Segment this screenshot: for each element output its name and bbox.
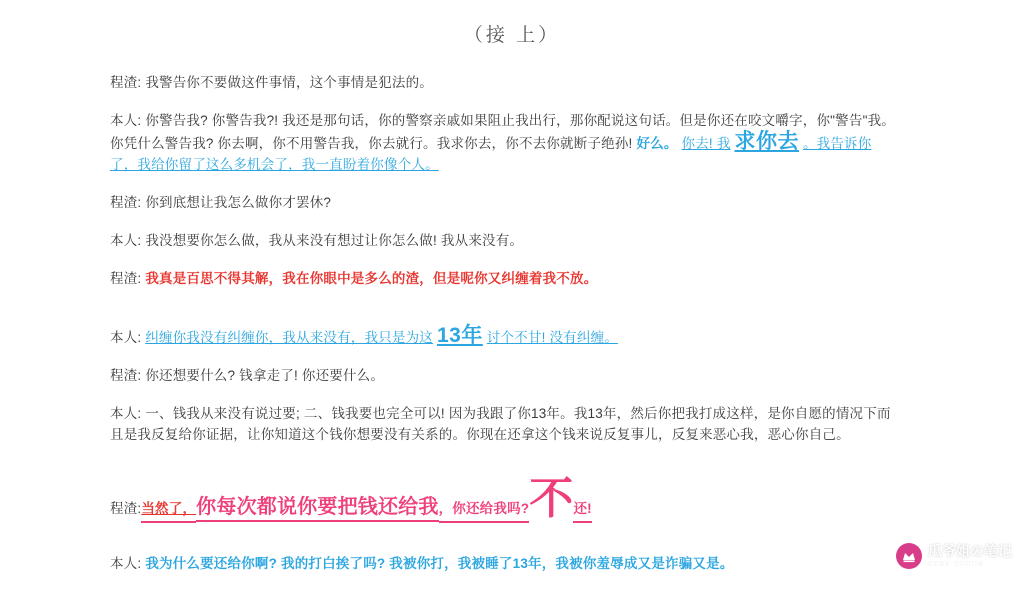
dialogue-line xyxy=(110,110,895,175)
watermark-text xyxy=(928,544,1012,568)
line-text: 你到底想让我怎么做你才罢休? xyxy=(145,195,332,210)
line-text: 你警告我? 你警告我?! 我还是那句话，你的警察亲戚如果阻止我出行，那你配说这句话。但是你还在咬文嚼字，你"警告"我。你凭什么警告我? 你去啊，你不用警告我，你去就行。我求你去，你不去你就断子绝孙! xyxy=(110,113,895,151)
dialogue-line xyxy=(110,192,895,213)
emphasis-blue-large: 13年 xyxy=(436,324,483,347)
emphasis-blue-underline: 讨个不甘! 没有纠缠。 xyxy=(486,330,618,345)
dialogue-line xyxy=(110,365,895,386)
emphasis-blue-underline: 。我告诉你了，我给你留了这么多机会了，我一直盼着你像个人。 xyxy=(110,136,872,172)
dialogue-line xyxy=(110,325,895,348)
watermark-domain: ccav online xyxy=(928,557,985,568)
crown-badge-icon xyxy=(896,543,922,569)
emphasis-blue-underline: 纠缠你我没有纠缠你，我从来没有，我只是为这 xyxy=(145,330,434,345)
dialogue-line xyxy=(110,230,895,251)
speaker-label: 程渣: xyxy=(110,271,142,286)
line-text: 一、钱我从来没有说过要; 二、钱我要也完全可以! 因为我跟了你13年。我13年，然后你把我打成这样，是你自愿的情况下而且是我反复给你证据，让你知道这个钱你想要没有关系的。你现在还拿这个钱来说反复事儿，反复来恶心我，恶心你自己。 xyxy=(110,406,891,442)
line-text: 我警告你不要做这件事情，这个事情是犯法的。 xyxy=(145,75,434,90)
dialogue-line xyxy=(110,268,895,289)
dialogue-line xyxy=(110,72,895,93)
speaker-label: 本人: xyxy=(110,233,142,248)
dialogue-line-highlight xyxy=(110,474,895,523)
emphasis-blue-bold: 好么。 xyxy=(636,136,678,151)
emphasis-pink: ，你还给我吗? xyxy=(439,498,530,523)
speaker-label: 本人: xyxy=(110,406,142,421)
watermark xyxy=(896,543,1012,569)
dialogue-line xyxy=(110,403,895,445)
speaker-label: 本人: xyxy=(110,113,142,128)
emphasis-pink-large: 你每次都说你要把钱还给我 xyxy=(196,497,438,522)
watermark-brand: 瓜爷姐の笔记 xyxy=(928,542,1012,559)
speaker-label: 程渣: xyxy=(110,368,142,383)
speaker-label: 本人: xyxy=(110,330,142,345)
emphasis-pink-huge: 不 xyxy=(529,474,574,523)
emphasis-blue-large: 求你去 xyxy=(734,130,799,153)
emphasis-blue-bold: 我为什么要还给你啊? 我的打白挨了吗? 我被你打，我被睡了13年，我被你羞辱成又是诈骗又是。 xyxy=(145,556,734,571)
line-text: 我没想要你怎么做，我从来没有想过让你怎么做! 我从来没有。 xyxy=(145,233,524,248)
emphasis-pink: 还! xyxy=(573,498,591,523)
page-title: （接 上） xyxy=(463,25,561,46)
emphasis-red-underline: 当然了， xyxy=(141,498,196,523)
document-body xyxy=(110,72,895,591)
speaker-label: 本人: xyxy=(110,556,142,571)
speaker-label: 程渣: xyxy=(110,501,142,516)
dialogue-line xyxy=(110,553,895,574)
emphasis-red-bold: 我真是百思不得其解，我在你眼中是多么的渣，但是呢你又纠缠着我不放。 xyxy=(145,271,598,286)
line-text: 你还想要什么? 钱拿走了! 你还要什么。 xyxy=(145,368,385,383)
speaker-label: 程渣: xyxy=(110,75,142,90)
emphasis-blue-underline: 你去! 我 xyxy=(681,136,731,151)
speaker-label: 程渣: xyxy=(110,195,142,210)
